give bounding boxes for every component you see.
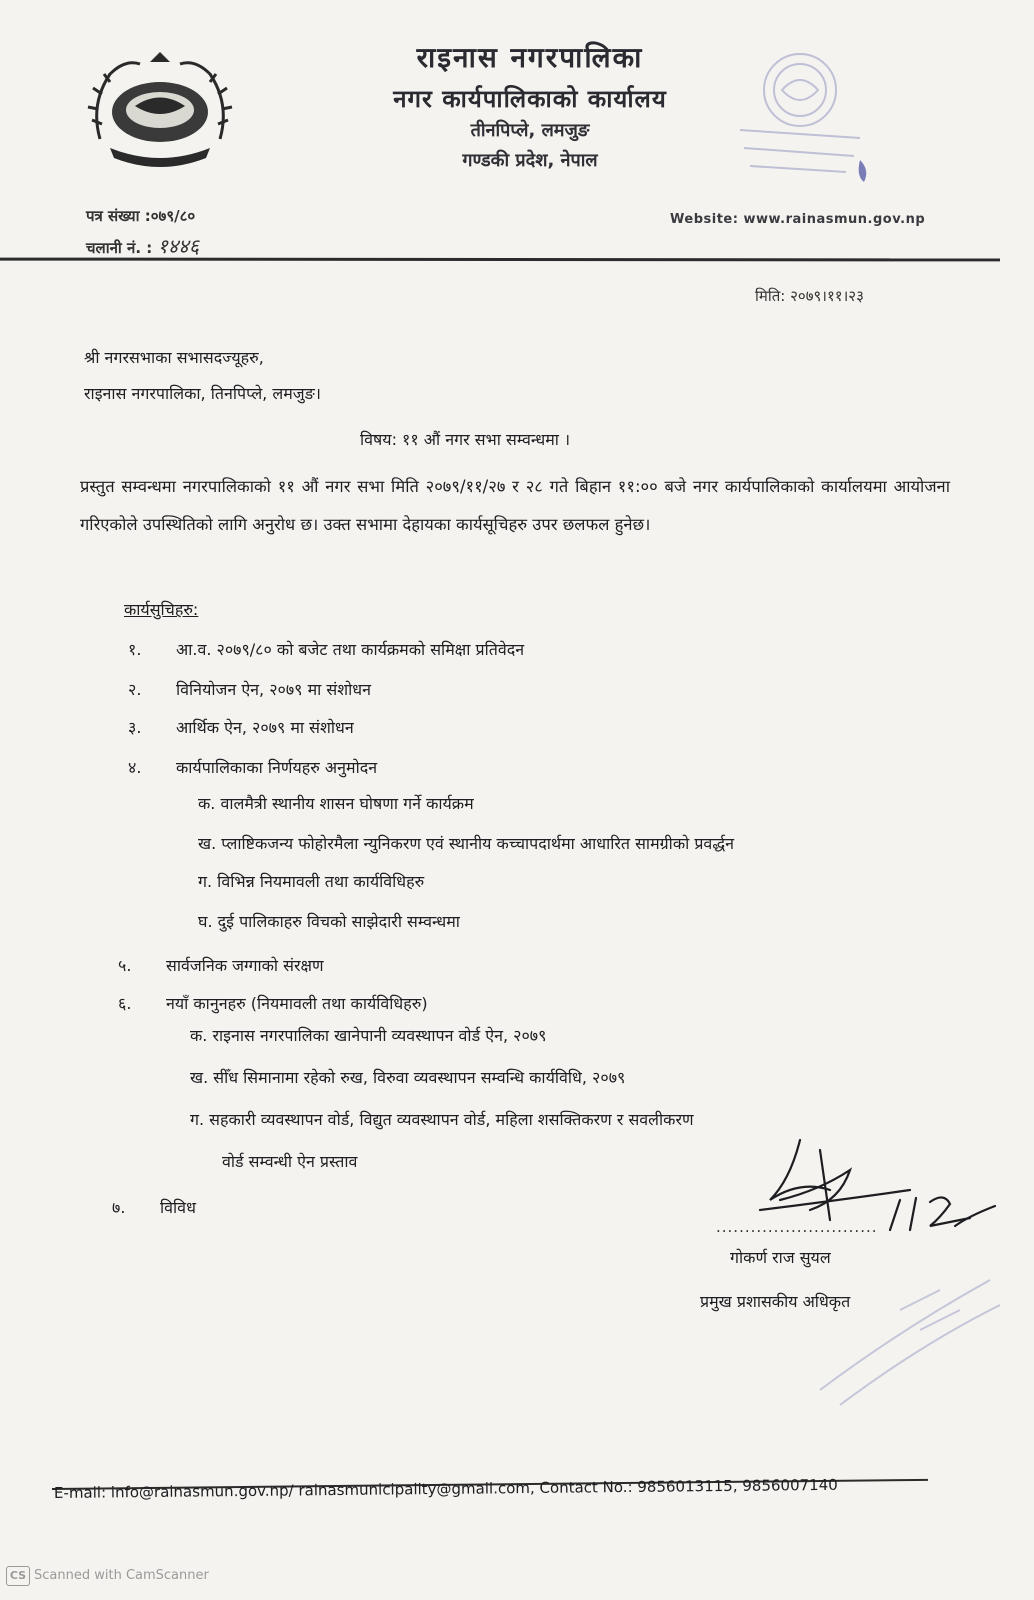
body-paragraph: प्रस्तुत सम्वन्धमा नगरपालिकाको ११ औं नगर सभा मिति २०७९/११/२७ र २८ गते बिहान ११:०० बजे नगर कार्यपालिकाको कार्यालयमा आयोजना गरिएकोले उपस्थितिको लागि अनुरोध छ। उक्त सभामा देहायका कार्यसूचिहरु उपर छलफल हुनेछ।: [80, 477, 950, 534]
agenda-item: ७. विविध: [112, 1198, 196, 1217]
letter-date: मिति: २०७९।११।२३: [755, 287, 864, 305]
agenda-item: ४. कार्यपालिकाका निर्णयहरु अनुमोदन: [128, 758, 378, 777]
government-emblem-icon: [80, 44, 240, 174]
official-stamp-icon: [720, 30, 880, 190]
address-line1: तीनपिप्ले, लमजुङ: [470, 120, 590, 141]
scanner-watermark: Scanned with CamScanner: [34, 1568, 209, 1583]
footer-email: E-mail: info@rainasmun.gov.np/ rainasmunicipality@gmail.com,: [53, 1478, 535, 1502]
agenda-subitem: ख. प्लाष्टिकजन्य फोहोरमैला न्युनिकरण एवं स्थानीय कच्चापदार्थमा आधारित सामग्रीको प्रवर्द्धन: [198, 834, 734, 853]
footer-contact: [54, 1476, 838, 1502]
ref-label: पत्र संख्या :: [86, 207, 151, 225]
agenda-heading: कार्यसुचिहरु:: [124, 600, 199, 619]
dispatch-value: १४४६: [157, 234, 200, 258]
agenda-subitem: ग. विभिन्न नियमावली तथा कार्यविधिहरु: [198, 872, 425, 891]
office-name: नगर कार्यपालिकाको कार्यालय: [393, 85, 667, 113]
footer-phone: Contact No.: 9856013115, 9856007140: [539, 1475, 838, 1497]
agenda-subitem: ख. सीँध सिमानामा रहेको रुख, विरुवा व्यवस्थापन सम्वन्धि कार्यविधि, २०७९: [190, 1068, 626, 1087]
subject-line: विषय: ११ औं नगर सभा सम्वन्धमा ।: [360, 430, 571, 449]
dispatch-label: चलानी नं. :: [86, 239, 153, 257]
header-divider: [0, 258, 1000, 262]
camscanner-logo-icon: CS: [6, 1566, 30, 1586]
officer-stamp-icon: [800, 1270, 1000, 1410]
signature-line: ............................: [716, 1218, 878, 1236]
ref-value: ०७९/८०: [150, 207, 196, 225]
signer-name: गोकर्ण राज सुयल: [730, 1248, 831, 1267]
agenda-item: ६. नयाँ कानुनहरु (नियमावली तथा कार्यविधिहरु): [118, 994, 428, 1013]
website: Website: www.rainasmun.gov.np: [670, 212, 926, 227]
agenda-subitem: क. राइनास नगरपालिका खानेपानी व्यवस्थापन वोर्ड ऐन, २०७९: [190, 1026, 547, 1045]
agenda-item: २. विनियोजन ऐन, २०७९ मा संशोधन: [128, 680, 371, 699]
agenda-subitem: ग. सहकारी व्यवस्थापन वोर्ड, विद्युत व्यवस्थापन वोर्ड, महिला शसक्तिकरण र सवलीकरण: [190, 1110, 694, 1129]
reference-number: [86, 206, 195, 226]
dispatch-number: [86, 232, 199, 259]
address-line2: गण्डकी प्रदेश, नेपाल: [462, 150, 598, 171]
recipient-line2: राइनास नगरपालिका, तिनपिप्ले, लमजुङ।: [84, 384, 321, 403]
agenda-item: १. आ.व. २०७९/८० को बजेट तथा कार्यक्रमको समिक्षा प्रतिवेदन: [128, 640, 525, 659]
agenda-item: ३. आर्थिक ऐन, २०७९ मा संशोधन: [128, 718, 354, 737]
agenda-subitem: क. वालमैत्री स्थानीय शासन घोषणा गर्ने कार्यक्रम: [198, 794, 474, 813]
org-name: राइनास नगरपालिका: [416, 41, 644, 74]
agenda-subitem: वोर्ड सम्वन्धी ऐन प्रस्ताव: [222, 1152, 358, 1171]
recipient-line1: श्री नगरसभाका सभासदज्यूहरु,: [84, 348, 264, 367]
agenda-item: ५. सार्वजनिक जग्गाको संरक्षण: [118, 956, 324, 975]
signer-title: प्रमुख प्रशासकीय अधिकृत: [700, 1292, 851, 1311]
agenda-subitem: घ. दुई पालिकाहरु विचको साझेदारी सम्वन्धमा: [198, 912, 460, 931]
